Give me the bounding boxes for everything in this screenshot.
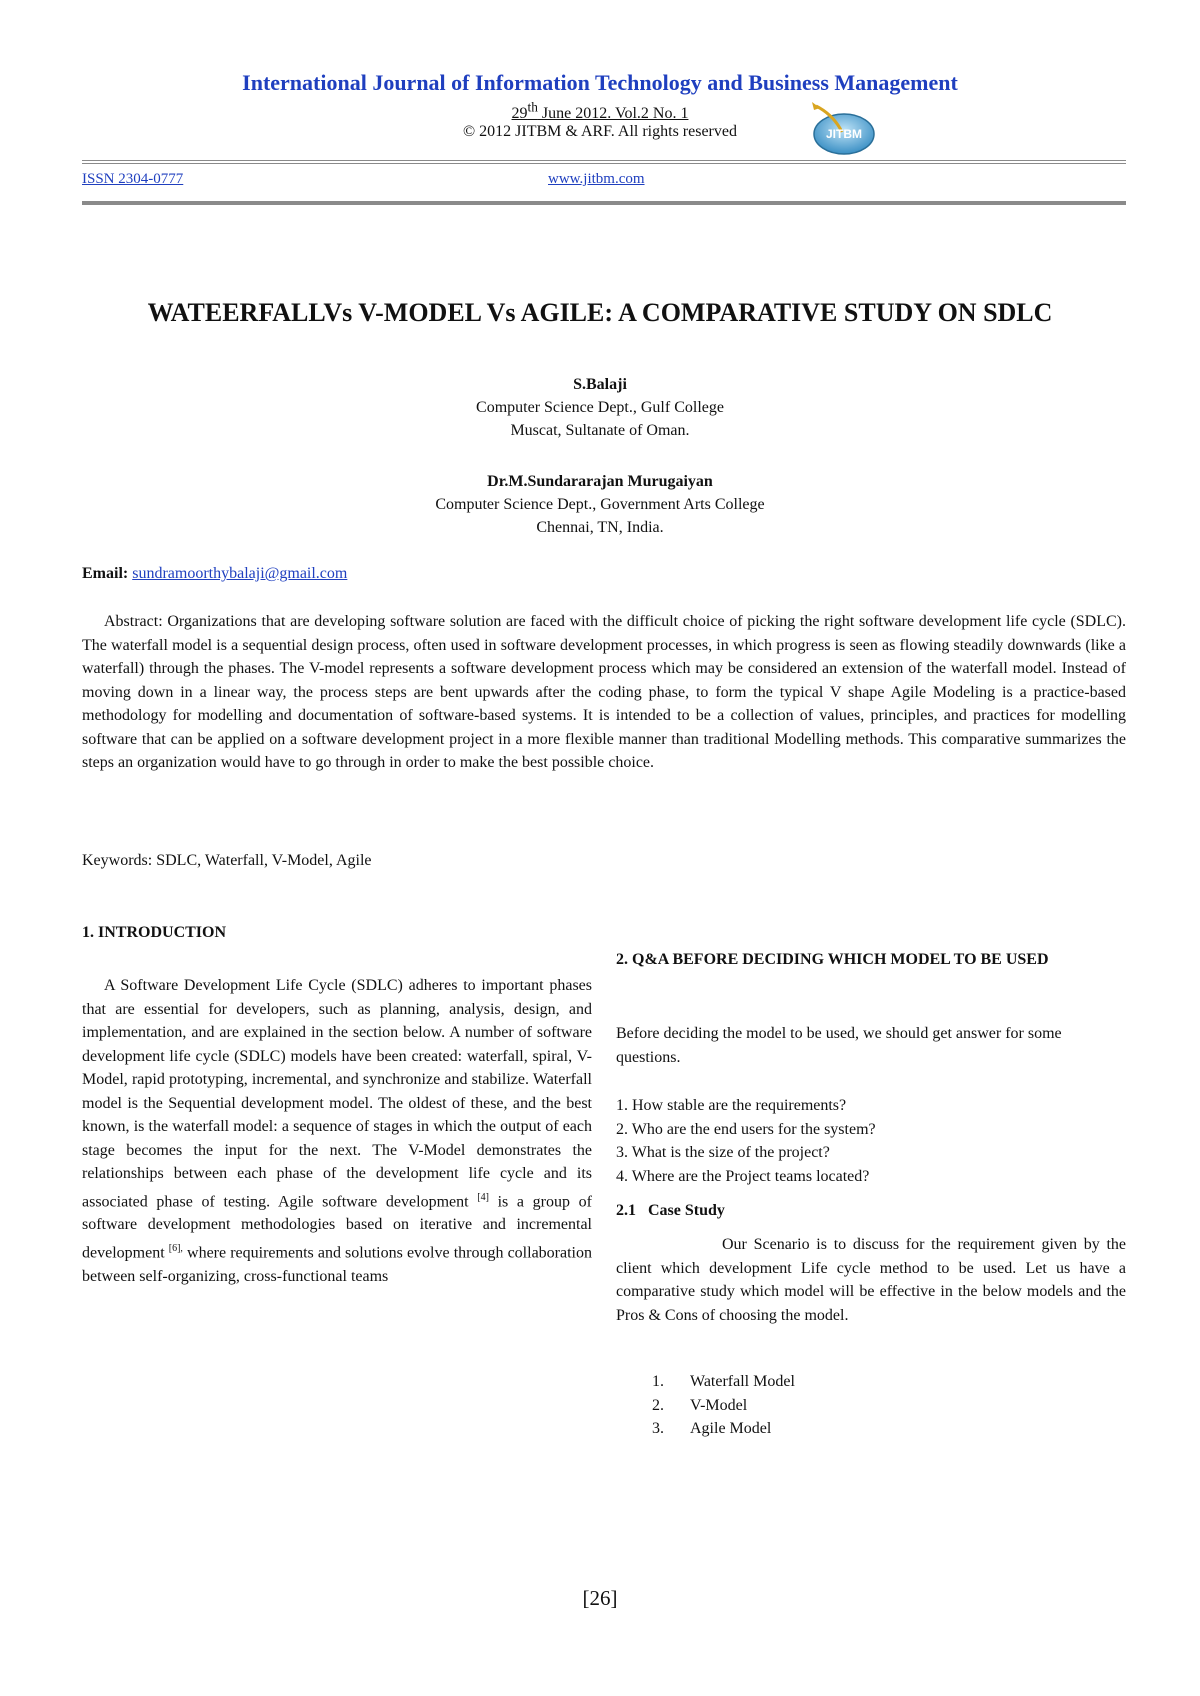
model-label: Agile Model [690,1420,772,1437]
header-rule-top [82,160,1126,164]
introduction-body [82,974,592,1288]
issue-volume: June 2012. Vol.2 No. 1 [537,105,689,123]
subsection-heading-case-study: 2.1 Case Study [616,1202,725,1219]
author-affiliation: Computer Science Dept., Government Arts College [435,496,765,513]
email-link[interactable]: sundramoorthybalaji@gmail.com [132,565,348,582]
copyright-notice: © 2012 JITBM & ARF. All rights reserved [463,123,737,140]
journal-title: International Journal of Information Technology and Business Management [242,70,958,95]
list-number: 2. [652,1396,664,1414]
list-item [652,1370,795,1394]
list-item: 3. What is the size of the project? [616,1144,830,1161]
list-number: 3. [652,1420,664,1437]
author-name: Dr.M.Sundararajan Murugaiyan [487,473,713,490]
journal-issue-date [0,100,1200,123]
list-item [652,1417,795,1441]
list-item: 4. Where are the Project teams located? [616,1167,870,1185]
issue-day-suffix: th [527,100,538,115]
section-heading-introduction: 1. INTRODUCTION [82,924,227,941]
model-list [652,1370,795,1441]
author-location: Muscat, Sultanate of Oman. [510,422,690,439]
paper-title: WATEERFALLVs V-MODEL Vs AGILE: A COMPARATIVE STUDY ON SDLC [147,298,1053,327]
header-rule-bottom [82,201,1126,205]
citation-ref[interactable]: [6], [168,1242,183,1254]
author-block-2 [0,470,1200,539]
case-study-body: Our Scenario is to discuss for the requirement given by the client which development Life cycle method to be used. Let us have a comparative study which model will be effective in the below models and the Pros & Cons of choosing the model. [616,1236,1126,1324]
list-item: 1. How stable are the requirements? [616,1097,847,1114]
author-name: S.Balaji [573,376,627,393]
list-item [652,1394,795,1418]
list-number: 1. [652,1373,664,1390]
page-number: [26] [582,1586,618,1610]
website-link[interactable]: www.jitbm.com [548,171,645,187]
model-label: V-Model [690,1396,748,1414]
qa-intro: Before deciding the model to be used, we should get answer for some questions. [616,1025,1062,1066]
model-label: Waterfall Model [690,1373,795,1390]
intro-text-part: where requirements and solutions evolve through collaboration between self-organizing, cross-functional teams [82,1244,592,1285]
logo-text: JITBM [826,127,862,141]
email-label: Email: [82,565,129,582]
jitbm-logo [806,98,880,158]
citation-ref[interactable]: [4] [477,1191,489,1203]
intro-text-part: A Software Development Life Cycle (SDLC) adheres to important phases that are essential for developers, such as planning, analysis, design, and implementation, and are explained in the section below. A number of software development life cycle (SDLC) models have been created: waterfall, spiral, V-Model, rapid prototyping, incremental, and synchronize and stabilize. Waterfall model is the Sequential development model. The oldest of these, and the best known, is the waterfall model: a sequence of stages in which the output of each stage becomes the input for the next. The V-Model demonstrates the relationships between each phase of the development life cycle and its associated phase of testing. Agile software development [82,977,592,1210]
issn-link[interactable]: ISSN 2304-0777 [82,171,184,187]
issue-date-text [511,100,689,123]
email-line [82,565,347,583]
list-item: 2. Who are the end users for the system? [616,1120,876,1138]
issue-day: 29 [511,105,528,123]
author-location: Chennai, TN, India. [536,519,664,536]
author-block-1 [0,373,1200,442]
question-list [616,1094,1126,1188]
keywords: Keywords: SDLC, Waterfall, V-Model, Agile [82,852,372,869]
intro-text-part: is a group of software development methodologies based on iterative and incremental development [82,1192,593,1262]
author-affiliation: Computer Science Dept., Gulf College [476,399,724,416]
section-heading-qa: 2. Q&A BEFORE DECIDING WHICH MODEL TO BE USED [616,951,1049,968]
abstract: Abstract: Organizations that are developing software solution are faced with the difficult choice of picking the right software development life cycle (SDLC). The waterfall model is a sequential design process, often used in software development processes, in which progress is seen as flowing steadily downwards (like a waterfall) through the phases. The V-model represents a software development process which may be considered an extension of the waterfall model. Instead of moving down in a linear way, the process steps are bent upwards after the coding phase, to form the typical V shape Agile Modeling is a practice-based methodology for modelling and documentation of software-based systems. It is intended to be a collection of values, principles, and practices for modelling software that can be applied on a software development project in a more flexible manner than traditional Modelling methods. This comparative summarizes the steps an organization would have to go through in order to make the best possible choice. [82,613,1126,771]
